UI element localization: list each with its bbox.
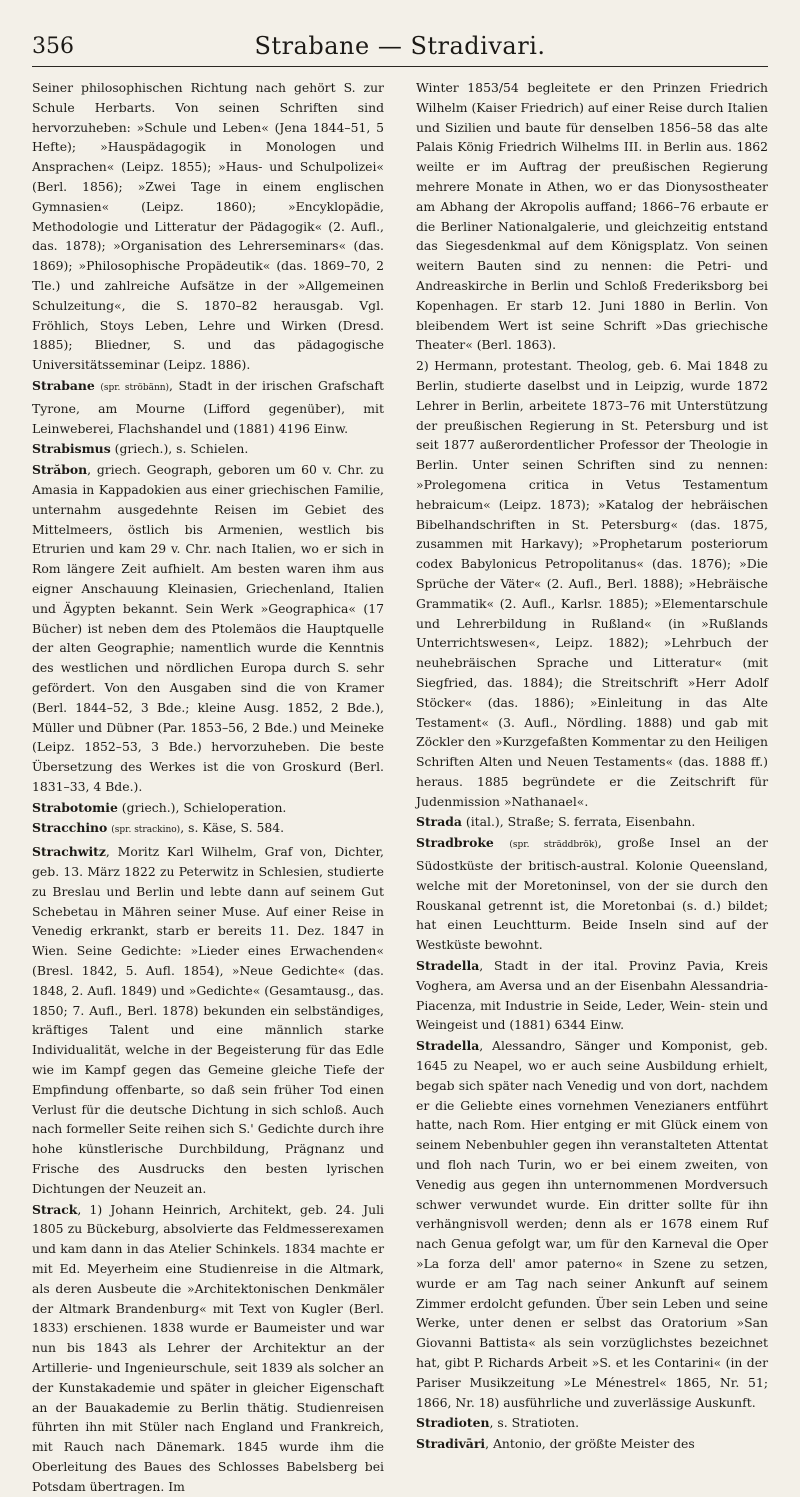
entry-headword: Stradbroke (416, 835, 494, 851)
right-column (416, 78, 768, 1452)
dictionary-entry (32, 842, 384, 1198)
entry-headword: Străbon (32, 462, 88, 478)
entry-text: 2) Hermann, protestant. Theolog, geb. 6. Mai 1848 zu Berlin, studierte daselbst und in Leipzig, wurde 1872 Lehrer in Berlin, arbeitete 1873–76 mit Unterstützung der preußischen Regierung in St. Petersburg und ist seit 1877 außerordentlicher Professor der Theologie in Berlin. Unter seinen Schriften sind zu nennen: »Prolegomena critica in Vetus Testamentum hebraicum« (Leipz. 1873); »Katalog der hebräischen Bibelhandschriften in St. Petersburg« (das. 1875, zusammen mit Harkavy); »Prophetarum posteriorum codex Babylonicus Petropolitanus« (das. 1876); »Die Sprüche der Väter« (2. Aufl., Berl. 1888); »Hebräische Grammatik« (2. Aufl., Karlsr. 1885); »Elementarschule und Lehrerbildung in Rußland« (in »Rußlands Unterrichtswesen«, Leipz. 1882); »Lehrbuch der neuhebräischen Sprache und Litteratur« (mit Siegfried, das. 1884); die Streitschrift »Herr Adolf Stöcker« (das. 1886); »Einleitung in das Alte Testament« (3. Aufl., Nördling. 1888) und gab mit Zöckler den »Kurzgefaßten Kommentar zu den Heiligen Schriften Alten und Neuen Testaments« (das. 1888 ff.) heraus. 1885 begründete er die Zeitschrift für Judenmission »Nathanael«. (416, 358, 768, 809)
entry-headword: Strabane (32, 377, 95, 393)
dictionary-entry (32, 1200, 384, 1497)
left-column (32, 78, 384, 1494)
entry-text: , große Insel an der Südostküste der britisch-austral. Kolonie Queensland, welche mit der Moretoninsel, von der sie durch den Rouskanal getrennt ist, die Moretonbai (s. d.) bildet; hat einen Leuchtturm. Beide Inseln sind auf der Westküste bewohnt. (416, 835, 768, 953)
dictionary-entry (416, 356, 768, 811)
entry-pronunciation: (spr. strackino) (111, 825, 181, 836)
entry-headword: Stradella (416, 958, 480, 974)
entry-pronunciation: (spr. ströbänn) (100, 382, 170, 393)
dictionary-entry (32, 376, 384, 438)
dictionary-entry (416, 833, 768, 955)
entry-headword: Stradioten (416, 1415, 490, 1431)
entry-text: , s. Käse, S. 584. (180, 820, 285, 836)
dictionary-entry (32, 439, 384, 459)
entry-headword: Strabismus (32, 441, 111, 457)
entry-pronunciation: (spr. sträddbrök) (509, 840, 598, 851)
dictionary-entry (32, 818, 384, 841)
entry-text: (ital.), Straße; S. ferrata, Eisenbahn. (461, 814, 696, 830)
entry-headword: Strada (416, 814, 462, 830)
page-number: 356 (32, 34, 74, 59)
entry-text: , Stadt in der irischen Grafschaft Tyrone, am Mourne (Lifford gegenüber), mit Leinweberei, Flachshandel und (1881) 4196 Einw. (32, 377, 384, 436)
running-title: Strabane — Stradivari. (254, 32, 546, 60)
entry-text: , griech. Geograph, geboren um 60 v. Chr. zu Amasia in Kappadokien aus einer griechischen Familie, unternahm ausgedehnte Reisen im Gebiet des Mittelmeers, östlich bis Armenien, westlich bis Etrurien und kam 29 v. Chr. nach Italien, wo er sich in Rom längere Zeit aufhielt. Am besten waren ihm aus eigner Anschauung Kleinasien, Griechenland, Italien und Ägypten bekannt. Sein Werk »Geographica« (17 Bücher) ist neben dem des Ptolemäos die Hauptquelle der alten Geographie; namentlich wurde die Kenntnis des westlichen und nördlichen Europa durch S. sehr gefördert. Von den Ausgaben sind die von Kramer (Berl. 1844–52, 3 Bde.; kleine Ausg. 1852, 2 Bde.), Müller und Dübner (Par. 1853–56, 2 Bde.) und Meineke (Leipz. 1852–53, 3 Bde.) hervorzuheben. Die beste Übersetzung des Werkes ist die von Groskurd (Berl. 1831–33, 4 Bde.). (32, 462, 384, 794)
entry-text: (griech.), s. Schielen. (110, 441, 249, 457)
entry-text: (griech.), Schieloperation. (117, 799, 287, 815)
entry-text: , s. Stratioten. (489, 1415, 580, 1431)
dictionary-entry (32, 798, 384, 818)
entry-text: Winter 1853/54 begleitete er den Prinzen Friedrich Wilhelm (Kaiser Friedrich) auf einer Reise durch Italien und Sizilien und baute für denselben 1856–58 das alte Palais König Friedrich Wilhelms III. in Berlin aus. 1862 weilte er im Auftrag der preußischen Regierung mehrere Monate in Athen, wo er das Dionysostheater am Abhang der Akropolis auffand; 1866–76 erbaute er die Berliner Nationalgalerie, und gleichzeitig entstand das Siegesdenkmal auf dem Königsplatz. Von seinen weitern Bauten sind zu nennen: die Petri- und Andreaskirche in Berlin und Schloß Frederiksborg bei Kopenhagen. Er starb 12. Juni 1880 in Berlin. Von bleibendem Wert ist seine Schrift »Das griechische Theater« (Berl. 1863). (416, 80, 768, 353)
entry-text: , Stadt in der ital. Provinz Pavia, Kreis Voghera, am Aversa und an der Eisenbahn Alessandria-Piacenza, mit Industrie in Seide, Leder, Wein- stein und Weingeist und (1881) 6344 Einw. (416, 958, 768, 1033)
dictionary-entry (416, 1036, 768, 1412)
entry-headword: Strabotomie (32, 799, 118, 815)
entry-text: , Alessandro, Sänger und Komponist, geb. 1645 zu Neapel, wo er auch seine Ausbildung erhielt, begab sich später nach Venedig und von dort, nachdem er die Geliebte eines vornehmen Venezianers entführt hatte, nach Rom. Hier entging er mit Glück einem von seinem Nebenbuhler gegen ihn veranstalteten Attentat und floh nach Turin, wo er bei einem zweiten, von Venedig aus gegen ihn unternommenen Mordversuch schwer verwundet wurde. Ein dritter sollte für ihn verhängnisvoll werden; denn als er 1678 einem Ruf nach Genua gefolgt war, um für den Karneval die Oper »La forza dell' amor paterno« in Szene zu setzen, wurde er am Tag nach seiner Ankunft auf seinem Zimmer erdolcht gefunden. Über sein Leben und seine Werke, unter denen er selbst das Oratorium »San Giovanni Battista« als sein vorzüglichstes bezeichnet hat, gibt P. Richards Arbeit »S. et les Contarini« (in der Pariser Musikzeitung »Le Ménestrel« 1865, Nr. 51; 1866, Nr. 18) ausführliche und zuverlässige Auskunft. (416, 1038, 768, 1410)
dictionary-entry (416, 78, 768, 355)
dictionary-entry (32, 460, 384, 797)
entry-text: , 1) Johann Heinrich, Architekt, geb. 24. Juli 1805 zu Bückeburg, absolvierte das Feldmesserexamen und kam dann in das Atelier Schinkels. 1834 machte er mit Ed. Meyerheim eine Studienreise in die Altmark, als deren Ausbeute die »Architektonischen Denkmäler der Altmark Brandenburg« mit Text von Kugler (Berl. 1833) erschienen. 1838 wurde er Baumeister und war nun bis 1843 als Lehrer der Architektur an der Artillerie- und Ingenieurschule, seit 1839 als solcher an der Kunstakademie und später in gleicher Eigenschaft an der Bauakademie zu Berlin thätig. Studienreisen führten ihn mit Stüler nach England und Frankreich, mit Rauch nach Dänemark. 1845 wurde ihm die Oberleitung des Baues des Schlosses Babelsberg bei Potsdam übertragen. Im (32, 1201, 384, 1494)
entry-headword: Stracchino (32, 820, 108, 836)
entry-headword: Strachwitz (32, 844, 106, 860)
dictionary-entry (32, 78, 384, 375)
entry-text: , Antonio, der größte Meister des (485, 1436, 695, 1452)
entry-headword: Stradella (416, 1038, 480, 1054)
entry-headword: Strack (32, 1201, 78, 1217)
dictionary-entry (416, 812, 768, 832)
entry-headword: Stradivāri (416, 1436, 486, 1452)
page-header (32, 28, 768, 67)
dictionary-entry (416, 1413, 768, 1433)
dictionary-entry (416, 1434, 768, 1454)
dictionary-entry (416, 956, 768, 1035)
entry-text: , Moritz Karl Wilhelm, Graf von, Dichter, geb. 13. März 1822 zu Peterwitz in Schlesien, studierte zu Breslau und Berlin und lebte dann auf seinem Gut Schebetau in Mähren seiner Muse. Auf einer Reise in Venedig erkrankt, starb er bereits 11. Dez. 1847 in Wien. Seine Gedichte: »Lieder eines Erwachenden« (Bresl. 1842, 5. Aufl. 1854), »Neue Gedichte« (das. 1848, 2. Aufl. 1849) und »Gedichte« (Gesamtausg., das. 1850; 7. Aufl., Berl. 1878) bekunden ein selbständiges, kräftiges Talent und eine männlich starke Individualität, welche in der Begeisterung für das Edle wie im Kampf gegen das Gemeine gleiche Tiefe der Empfindung offenbarte, so daß sein früher Tod einen Verlust für die deutsche Dichtung in sich schloß. Auch nach formeller Seite reihen sich S.' Gedichte durch ihre hohe künstlerische Durchbildung, Prägnanz und Frische des Ausdrucks den besten lyrischen Dichtungen der Neuzeit an. (32, 844, 384, 1196)
entry-text: Seiner philosophischen Richtung nach gehört S. zur Schule Herbarts. Von seinen Schriften sind hervorzuheben: »Schule und Leben« (Jena 1844–51, 5 Hefte); »Hauspädagogik in Monologen und Ansprachen« (Leipz. 1855); »Haus- und Schulpolizei« (Berl. 1856); »Zwei Tage in einem englischen Gymnasien« (Leipz. 1860); »Encyklopädie, Methodologie und Litteratur der Pädagogik« (2. Aufl., das. 1878); »Organisation des Lehrerseminars« (das. 1869); »Philosophische Propädeutik« (das. 1869–70, 2 Tle.) und zahlreiche Aufsätze in der »Allgemeinen Schulzeitung«, die S. 1870–82 herausgab. Vgl. Fröhlich, Stoys Leben, Lehre und Wirken (Dresd. 1885); Bliedner, S. und das pädagogische Universitätsseminar (Leipz. 1886). (32, 80, 384, 373)
